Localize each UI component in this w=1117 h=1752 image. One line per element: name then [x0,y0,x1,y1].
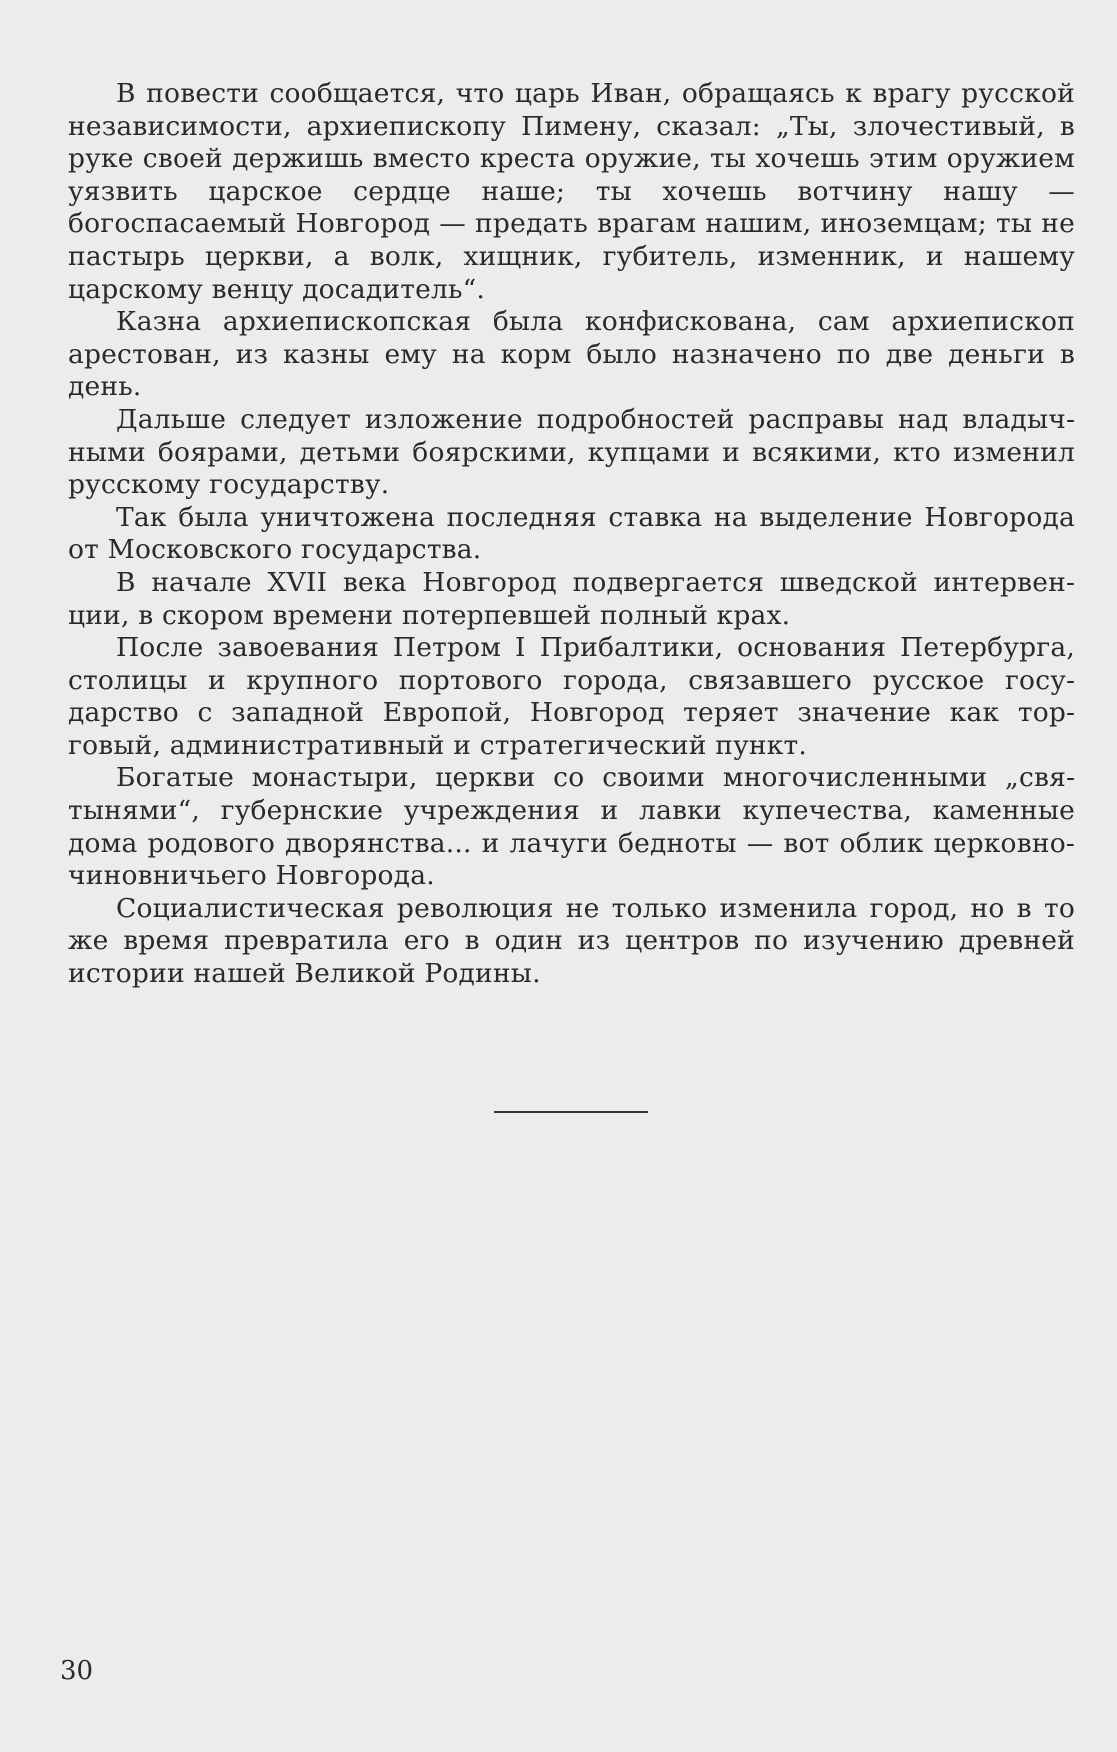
body-text [68,78,1075,991]
paragraph: Так была уничтожена последняя ставка на выделение Новгорода от Московского государства. [68,501,1075,566]
section-divider [494,1111,648,1113]
paragraph: В повести сообщается, что царь Иван, обращаясь к врагу русской независимости, архиепископу Пимену, сказал: „Ты, злочестивый, в руке своей держишь вместо креста оружие, ты хочешь этим оружием уязвить царское сердце наше; ты хочешь вотчину нашу — богоспасаемый Новгород — предать врагам нашим, иноземцам; ты не пастырь церкви, а волк, хищник, губитель, изменник, и нашему царскому венцу досадитель“. [68,78,1075,305]
paragraph: Казна архиепископская была конфискована, сам архиепископ арестован, из казны ему на корм было назначено по две деньги в день. [68,306,1075,403]
paragraph: Богатые монастыри, церкви со своими многочисленными „святынями“, губернские учреждения и лавки купечества, каменные дома родового дворянства... и лачуги бедноты — вот облик церковно-чиновничьего Новгорода. [68,762,1075,892]
page-number: 30 [60,1656,94,1686]
paragraph: После завоевания Петром I Прибалтики, основания Петербурга, столицы и крупного портового города, связавшего русское государство с западной Европой, Новгород теряет значение как торговый, административный и стратегический пункт. [68,632,1075,761]
paragraph: Социалистическая революция не только изменила город, но в то же время превратила его в один из центров по изучению древней истории нашей Великой Родины. [68,892,1075,990]
paragraph: Дальше следует изложение подробностей расправы над владычными боярами, детьми боярскими, купцами и всякими, кто изменил русскому государству. [68,403,1075,501]
paragraph: В начале XVII века Новгород подвергается шведской интервенции, в скором времени потерпевшей полный крах. [68,566,1075,631]
